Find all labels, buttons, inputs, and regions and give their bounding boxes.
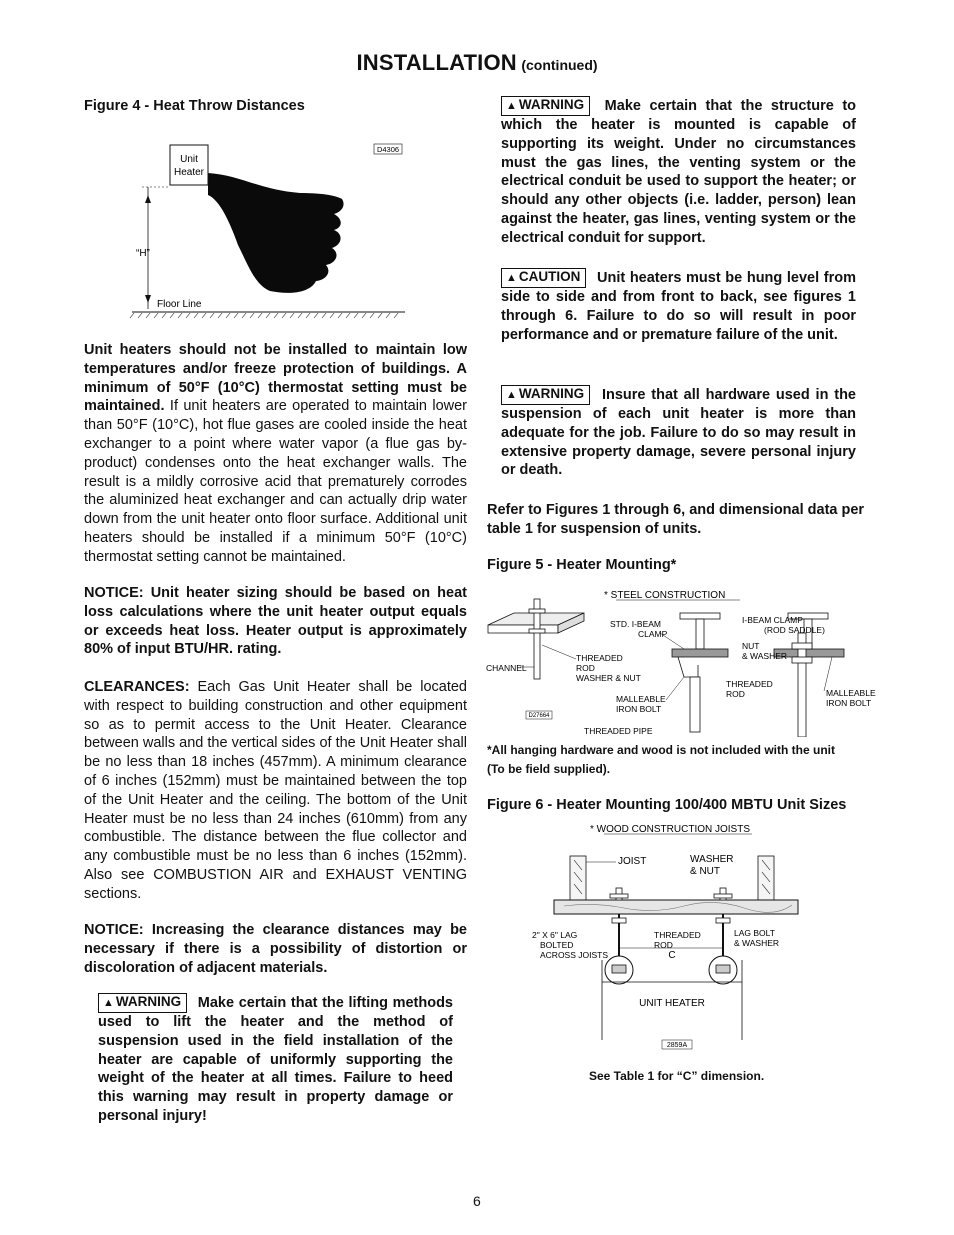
fig6-lag-bolt-1: LAG BOLT [734,928,775,938]
page-title [0,50,954,76]
warning-hardware-text: Insure that all hardware used in the suspension of each unit heater is more than adequate for the job. Failure to do so may result in extensive property damage, severe personal injury or death. [501,387,856,479]
caution-hung-level [501,268,856,344]
fig5-washer-nut: WASHER & NUT [576,673,641,683]
fig5-nut-washer-1: NUT [742,641,760,651]
page-number: 6 [473,1193,481,1209]
fig5-malleable-l-2: IRON BOLT [616,704,662,714]
warning-badge-label: WARNING [518,386,585,401]
title-subtitle: (continued) [521,57,598,73]
fig5-threaded-rod-1: THREADED [576,653,623,663]
warning-triangle-icon: ▲ [506,100,517,112]
fig5-channel: CHANNEL [486,663,527,673]
warning-structure-text: Make certain that the structure to which the heater is mounted is capable of supporting its weight. Under no circumstances must the gas lines, the venting system or the electrical conduit be used to support the heater; or should any other objects (i.e. ladder, person) lean against the heater, gas lines, venting system or the electrical conduit for support. [501,98,856,246]
fig5-code: D27664 [528,713,550,719]
clearances-label: CLEARANCES: [84,679,190,695]
unit-label-line2: Heater [173,167,205,178]
warning-triangle-icon: ▲ [506,389,517,401]
label-floor-line: Floor Line [157,299,202,310]
warning-triangle-icon: ▲ [103,997,114,1009]
caution-text: Unit heaters must be hung level from side to side and from front to back, see figures 1 through 6. Failure to do so will result in poor performance and or premature failure of the unit. [501,270,856,343]
fig5-malleable-l-1: MALLEABLE [616,694,666,704]
fig5-threaded-rod2-2: ROD [726,689,745,699]
fig5-threaded-rod2-1: THREADED [726,679,773,689]
fig5-threaded-pipe: THREADED PIPE [584,726,653,736]
fig5-ibeam-clamp-1: I-BEAM CLAMP [742,615,803,625]
refer-figures: Refer to Figures 1 through 6, and dimensional data per table 1 for suspension of units. [487,502,865,537]
figure6-heater-mounting-diagram [524,820,804,1052]
warning-badge-label: WARNING [115,994,182,1009]
warning-lifting-text: Make certain that the lifting methods used to lift the heater and the method of suspension used in the field installation of the heater are capable of uniformly supporting the weight of the heater at all times. Failure to heed this warning may result in property damage or personal injury! [98,995,453,1124]
fig5-nut-washer-2: & WASHER [742,651,788,661]
figure5-footnote-line1: *All hanging hardware and wood is not included with the unit [487,743,835,757]
warning-triangle-icon: ▲ [506,272,517,284]
notice-heater-sizing: NOTICE: Unit heater sizing should be based on heat loss calculations where the unit heater output equals or exceeds heat loss. Heater output is approximately 80% of input BTU/HR. rating. [84,585,467,658]
fig6-title: * WOOD CONSTRUCTION JOISTS [590,824,750,835]
fig5-std-beam-2: CLAMP [638,629,668,639]
fig6-washer-nut-2: & NUT [690,866,720,877]
figure5-heater-mounting-diagram [484,585,876,737]
figure6-footnote: See Table 1 for “C” dimension. [589,1069,765,1083]
fig5-malleable-r-2: IRON BOLT [826,698,872,708]
warning-badge [501,385,590,405]
warning-hardware [501,385,856,480]
fig6-lag-2: BOLTED [540,940,574,950]
fig6-unit-heater: UNIT HEATER [639,998,705,1009]
unit-label-line1: Unit [180,154,198,165]
fig6-lag-bolt-2: & WASHER [734,938,780,948]
fig6-threaded-rod-1: THREADED [654,930,701,940]
paragraph-low-temp-rest: If unit heaters are operated to maintain lower than 50°F (10°C), hot flue gases are cooled inside the heat exchanger to a point where water vapor (a flue gas by- product) condenses onto the heat exchanger walls. The result is a mildly corrosive acid that prematurely corrodes the aluminized heat exchanger and can actually drip water down from the unit heater onto floor surface. Additional unit heaters should be installed if a minimum 50°F (10°C) thermostat setting cannot be maintained. [84,398,467,565]
figure5-caption: Figure 5 - Heater Mounting* [487,557,677,573]
warning-lifting [98,993,453,1126]
warning-structure [501,96,856,248]
fig6-threaded-rod-2: ROD [654,940,673,950]
fig6-washer-nut-1: WASHER [690,854,734,865]
clearances-text: Each Gas Unit Heater shall be located with respect to building construction and other equipment so as to permit access to the Unit Heater. Clearance between walls and the vertical sides of the Unit Heater shall be no less than 18 inches (457mm). A minimum clearance of 6 inches (152mm) must be maintained between the top of the Unit Heater and the ceiling. The bottom of the Unit Heater must be no less than 24 inches (610mm) from any combustible. The distance between the flue collector and any combustible must be no less than 6 inches (152mm). Also see COMBUSTION AIR and EXHAUST VENTING sections. [84,679,467,902]
warning-badge [501,96,590,116]
fig6-joist: JOIST [618,856,647,867]
figure5-footnote-line2: (To be field supplied). [487,762,611,776]
paragraph-low-temp-bold: Unit heaters should not be installed to maintain low temperatures and/or freeze protection of buildings. A minimum of 50°F (10°C) thermostat setting must be maintained. [84,342,467,415]
fig5-std-beam-1: STD. I-BEAM [610,619,662,629]
label-h: “H” [136,248,150,259]
fig5-malleable-r-1: MALLEABLE [826,688,876,698]
fig5-ibeam-clamp-2: (ROD SADDLE) [764,625,825,635]
warning-badge [98,993,187,1013]
caution-badge-label: CAUTION [518,269,581,284]
title-text: INSTALLATION [356,50,517,75]
figure4-caption: Figure 4 - Heat Throw Distances [84,98,305,114]
figure4-heat-throw-diagram [120,135,410,320]
fig5-threaded-rod-2: ROD [576,663,595,673]
fig6-lag-1: 2" X 6" LAG [532,930,578,940]
fig5-title: * STEEL CONSTRUCTION [604,590,726,601]
notice-clearance-distances: NOTICE: Increasing the clearance distances may be necessary if there is a possibility of distortion or discoloration of adjacent materials. [84,922,467,976]
fig6-code: 2859A [666,1042,688,1049]
figure4-code: D4306 [376,145,400,154]
caution-badge [501,268,586,288]
fig6-lag-3: ACROSS JOISTS [540,950,609,960]
paragraph-low-temp [84,341,467,567]
warning-badge-label: WARNING [518,97,585,112]
fig6-c: C [668,950,676,961]
figure6-caption: Figure 6 - Heater Mounting 100/400 MBTU Unit Sizes [487,797,847,813]
paragraph-clearances [84,678,467,904]
